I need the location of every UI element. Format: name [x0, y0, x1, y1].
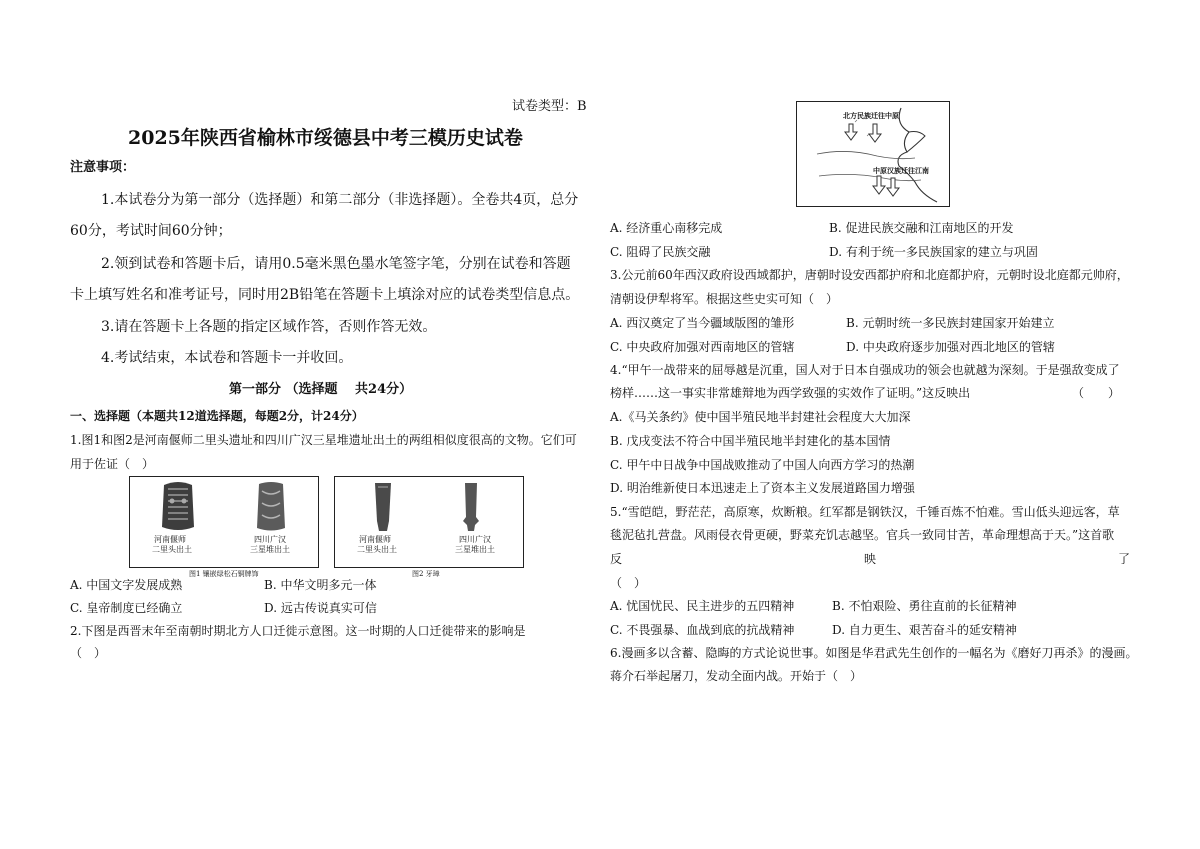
q2-option-c: C. 阻碍了民族交融 [610, 245, 711, 259]
q3-option-d: D. 中央政府逐步加强对西北地区的管辖 [846, 340, 1055, 354]
q3-stem-line-2: 清朝设伊犁将军。根据这些史实可知（ ） [610, 292, 839, 306]
yazhang-sanxingdui-image [459, 481, 483, 533]
q4-answer-paren: （ ） [1072, 386, 1121, 400]
q5-option-d: D. 自力更生、艰苦奋斗的延安精神 [832, 623, 1017, 637]
q5-answer-paren: （ ） [610, 576, 647, 590]
notice-line-4: 卡上填写姓名和准考证号，同时用2B铅笔在答题卡上填涂对应的试卷类型信息点。 [70, 287, 580, 303]
q4-option-a: A.《马关条约》使中国半殖民地半封建社会程度大大加深 [610, 410, 911, 424]
q2-stem-line-1: 2.下图是西晋末年至南朝时期北方人口迁徙示意图。这一时期的人口迁徙带来的影响是 [70, 624, 526, 638]
q1-option-a: A. 中国文字发展成熟 [70, 578, 183, 592]
q2-option-b: B. 促进民族交融和江南地区的开发 [829, 221, 1014, 235]
figure-2-box [334, 476, 524, 568]
q5-stem-line-3-mid: 映 [864, 552, 877, 566]
fig2-caption-right-1: 四川广汉 [459, 535, 491, 544]
q3-stem-line-1: 3.公元前60年西汉政府设西域都护，唐朝时设安西都护府和北庭都护府，元朝时设北庭都元帅府， [610, 268, 1129, 282]
map-label-north: 北方民族迁往中原 [843, 111, 899, 120]
fig2-caption-right-2: 三星堆出土 [455, 545, 495, 554]
notice-line-1: 1.本试卷分为第一部分（选择题）和第二部分（非选择题）。全卷共4页，总分 [101, 192, 579, 208]
q2-option-a: A. 经济重心南移完成 [610, 221, 723, 235]
q3-option-b: B. 元朝时统一多民族封建国家开始建立 [846, 316, 1055, 330]
notice-line-2: 60分，考试时间60分钟； [70, 223, 232, 239]
yazhang-erlitou-image [371, 481, 395, 533]
q1-option-d: D. 远古传说真实可信 [264, 601, 377, 615]
q1-option-c: C. 皇帝制度已经确立 [70, 601, 183, 615]
fig2-caption-left-1: 河南偃师 [359, 535, 391, 544]
map-label-south: 中原汉族迁往江南 [873, 166, 929, 175]
figure-1-box [129, 476, 319, 568]
fig1-caption-right-1: 四川广汉 [254, 535, 286, 544]
q2-stem-line-2: （ ） [70, 646, 107, 660]
q3-option-a: A. 西汉奠定了当今疆域版图的雏形 [610, 316, 795, 330]
q5-stem-line-1: 5.“雪皑皑，野茫茫，高原寒，炊断粮。红军都是钢铁汉，千锤百炼不怕难。雪山低头迎远客，草 [610, 505, 1120, 519]
notice-line-3: 2.领到试卷和答题卡后，请用0.5毫米黑色墨水笔签字笔，分别在试卷和答题 [101, 256, 571, 272]
figure-2-name: 图2 牙璋 [412, 570, 440, 578]
paper-type: 试卷类型：B [512, 99, 587, 114]
fig1-caption-right-2: 三星堆出土 [250, 545, 290, 554]
notice-line-5: 3.请在答题卡上各题的指定区域作答，否则作答无效。 [101, 319, 437, 335]
turquoise-plaque-erlitou-image [158, 481, 198, 533]
figure-1-name: 图1 镶嵌绿松石铜牌饰 [189, 570, 259, 578]
notice-line-6: 4.考试结束，本试卷和答题卡一并收回。 [101, 350, 353, 366]
q1-stem-line-1: 1.图1和图2是河南偃师二里头遗址和四川广汉三星堆遗址出土的两组相似度很高的文物。它们可 [70, 433, 577, 447]
q1-stem-line-2: 用于佐证（ ） [70, 457, 155, 471]
notice-heading: 注意事项： [70, 160, 136, 175]
fig1-caption-left-2: 二里头出土 [152, 545, 192, 554]
section-heading: 一、选择题（本题共12道选择题，每题2分，计24分） [70, 409, 364, 423]
q5-option-c: C. 不畏强暴、血战到底的抗战精神 [610, 623, 795, 637]
q4-stem-line-1: 4.“甲午一战带来的屈辱越是沉重，国人对于日本自强成功的领会也就越为深刻。于是强敌变成了 [610, 363, 1120, 377]
q4-option-c: C. 甲午中日战争中国战败推动了中国人向西方学习的热潮 [610, 458, 915, 472]
q5-stem-line-3-end: 了 [1118, 552, 1131, 566]
q4-option-d: D. 明治维新使日本迅速走上了资本主义发展道路国力增强 [610, 481, 915, 495]
fig1-caption-left-1: 河南偃师 [154, 535, 186, 544]
q2-option-d: D. 有利于统一多民族国家的建立与巩固 [829, 245, 1038, 259]
page-title: 2025年陕西省榆林市绥德县中考三模历史试卷 [128, 127, 523, 149]
q6-stem-line-1: 6.漫画多以含蓄、隐晦的方式论说世事。如图是华君武先生创作的一幅名为《磨好刀再杀》的漫画。 [610, 646, 1138, 660]
q6-stem-line-2: 蒋介石举起屠刀，发动全面内战。开始于（ ） [610, 669, 863, 683]
q5-option-b: B. 不怕艰险、勇往直前的长征精神 [832, 599, 1017, 613]
q4-stem-line-2: 榜样……这一事实非常雄辩地为西学致强的实效作了证明。”这反映出 [610, 386, 971, 400]
q3-option-c: C. 中央政府加强对西南地区的管辖 [610, 340, 795, 354]
turquoise-plaque-sanxingdui-image [252, 481, 290, 533]
q5-stem-line-2: 毯泥毡扎营盘。风雨侵衣骨更硬，野菜充饥志越坚。官兵一致同甘苦，革命理想高于天。”这首歌 [610, 528, 1115, 542]
q5-option-a: A. 忧国忧民、民主进步的五四精神 [610, 599, 795, 613]
part1-heading: 第一部分 （选择题 共24分） [229, 382, 413, 397]
fig2-caption-left-2: 二里头出土 [357, 545, 397, 554]
q4-option-b: B. 戊戌变法不符合中国半殖民地半封建化的基本国情 [610, 434, 891, 448]
q1-option-b: B. 中华文明多元一体 [264, 578, 377, 592]
q5-stem-line-3-start: 反 [610, 552, 623, 566]
migration-map [796, 101, 950, 207]
